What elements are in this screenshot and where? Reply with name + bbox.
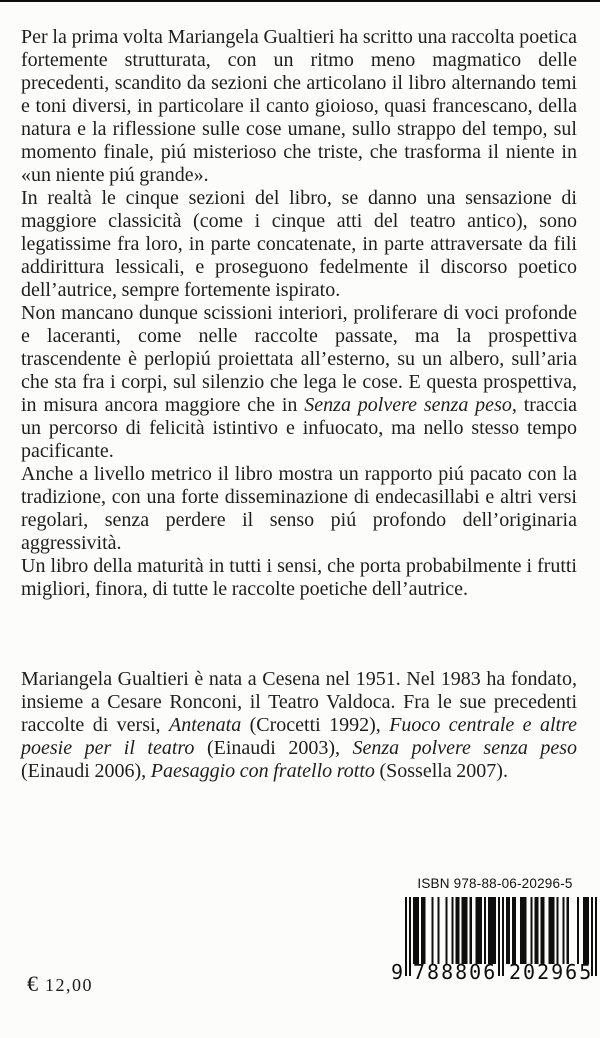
price — [27, 971, 93, 997]
bio-text: (Sossella 2007). — [374, 760, 508, 782]
scan-top-edge — [0, 0, 600, 2]
description-paragraph-4 — [21, 463, 577, 555]
book-title-italic: Senza polvere senza peso — [304, 394, 512, 416]
book-description — [21, 26, 577, 601]
paragraph-text: , traccia un percorso di felicità istintivo e infuocato, ma nello stesso tempo pacificante. — [21, 394, 577, 462]
bio-text: (Einaudi 2003), — [194, 737, 353, 759]
isbn-barcode-block — [390, 876, 600, 988]
paragraph-text: Per la prima volta Mariangela Gualtieri ha scritto una raccolta poetica fortemente strutturata, con un ritmo meno magmatico delle precedenti, scandito da sezioni che articolano il libro alternando temi e toni diversi, in particolare il canto gioioso, quasi francescano, della natura e la riflessione sulle cose umane, sullo strappo del tempo, sul momento finale, piú misterioso che triste, che trasforma il niente in «un niente piú grande». — [21, 26, 577, 186]
paragraph-text: Non mancano dunque scissioni interiori, proliferare di voci profonde e laceranti, come nelle raccolte passate, ma la prospettiva trascendente è perlopiú proiettata all’esterno, su un albero, sull’aria che sta fra i corpi, sul silenzio che lega le cose. E questa prospettiva, in misura ancora maggiore che in — [21, 302, 577, 416]
barcode-digit-lead: 9 — [390, 960, 403, 984]
description-paragraph-5 — [21, 555, 577, 601]
bio-text: (Crocetti 1992), — [241, 714, 390, 736]
book-title-italic: Senza polvere senza peso — [352, 737, 578, 759]
bio-text: Mariangela Gualtieri è nata a Cesena nel 1951. Nel 1983 ha fondato, insieme a Cesare Ronconi, il Teatro Valdoca. Fra le sue precedenti raccolte di versi, — [21, 668, 577, 736]
description-paragraph-3 — [21, 302, 577, 463]
euro-sign: € — [27, 971, 38, 996]
bio-text: (Einaudi 2006), — [21, 760, 151, 782]
author-bio-paragraph — [21, 668, 577, 783]
description-paragraph-2 — [21, 187, 577, 302]
paragraph-text: In realtà le cinque sezioni del libro, se danno una sensazione di maggiore classicità (come i cinque atti del teatro antico), sono legatissime fra loro, in parte concatenate, in parte attraversate da fili addirittura lessicali, e proseguono fedelmente il discorso poetico dell’autrice, sempre fortemente ispirato. — [21, 187, 577, 301]
barcode-digits-right: 202965 — [509, 960, 594, 984]
paragraph-text: Anche a livello metrico il libro mostra un rapporto piú pacato con la tradizione, con una forte disseminazione di endecasillabi e altri versi regolari, senza perdere il senso piú profondo dell’originaria aggressività. — [21, 463, 577, 554]
book-title-italic: Fuoco centrale e altre poesie per il teatro — [21, 714, 578, 759]
book-title-italic: Antenata — [168, 714, 242, 736]
isbn-label: ISBN 978-88-06-20296-5 — [417, 876, 573, 891]
description-paragraph-1 — [21, 26, 577, 187]
paragraph-text: Un libro della maturità in tutti i sensi, che porta probabilmente i frutti migliori, finora, di tutte le raccolte poetiche dell’autrice. — [21, 555, 577, 600]
author-bio — [21, 668, 577, 783]
book-title-italic: Paesaggio con fratello rotto — [150, 760, 375, 782]
price-amount: 12,00 — [45, 975, 93, 995]
barcode-digits-left: 788806 — [413, 960, 498, 984]
